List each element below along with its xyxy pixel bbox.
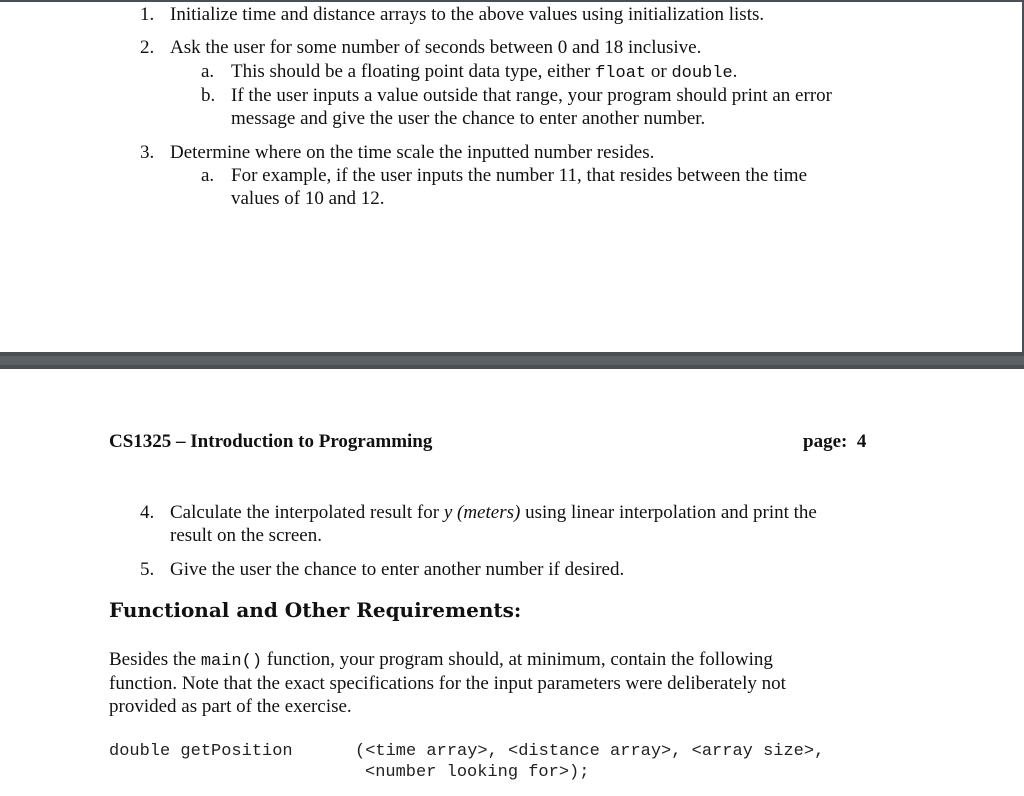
list-number-1: 1. <box>140 4 155 25</box>
page-top-border <box>0 0 1024 2</box>
page-header-title: CS1325 – Introduction to Programming <box>109 431 433 452</box>
document-page-4 <box>0 369 1024 796</box>
paragraph-line1: Besides the main() function, your program should, at minimum, contain the following <box>109 649 773 671</box>
sublist-item-2b-line2: message and give the user the chance to enter another number. <box>231 108 706 129</box>
section-heading: Functional and Other Requirements: <box>109 598 522 622</box>
paragraph-line2: function. Note that the exact specifications for the input parameters were deliberately not <box>109 673 786 694</box>
code-signature-params-cont: <number looking for>); <box>365 763 590 782</box>
document-page-3 <box>0 0 1024 352</box>
code-float: float <box>595 64 647 83</box>
list-item-3-text: Determine where on the time scale the inputted number resides. <box>170 142 655 163</box>
list-item-2-text: Ask the user for some number of seconds between 0 and 18 inclusive. <box>170 37 702 58</box>
code-double: double <box>671 64 733 83</box>
list-number-3: 3. <box>140 142 155 163</box>
code-main: main() <box>200 652 263 671</box>
page-number: page: 4 <box>803 431 867 452</box>
sublist-letter-3a: a. <box>201 165 215 186</box>
list-item-1-text: Initialize time and distance arrays to the above values using initialization lists. <box>170 4 765 25</box>
sublist-item-3a-line2: values of 10 and 12. <box>231 188 385 209</box>
code-signature-params: (<time array>, <distance array>, <array size>, <box>355 742 825 761</box>
list-number-4: 4. <box>140 502 155 523</box>
code-signature-name: double getPosition <box>109 742 293 761</box>
list-item-4-line1: Calculate the interpolated result for y (meters) using linear interpolation and print the <box>170 502 817 523</box>
sublist-letter-2b: b. <box>201 85 216 106</box>
list-item-4-line2: result on the screen. <box>170 525 322 546</box>
list-number-5: 5. <box>140 559 155 580</box>
sublist-item-2a-text: This should be a floating point data type, either float or double. <box>231 61 738 83</box>
paragraph-line3: provided as part of the exercise. <box>109 696 352 717</box>
page-separator <box>0 352 1024 369</box>
sublist-item-2b-line1: If the user inputs a value outside that range, your program should print an error <box>231 85 832 106</box>
list-item-5-text: Give the user the chance to enter another number if desired. <box>170 559 625 580</box>
emphasis-y-meters: y (meters) <box>443 502 521 523</box>
sublist-item-3a-line1: For example, if the user inputs the number 11, that resides between the time <box>231 165 808 186</box>
list-number-2: 2. <box>140 37 155 58</box>
sublist-letter-2a: a. <box>201 61 215 82</box>
